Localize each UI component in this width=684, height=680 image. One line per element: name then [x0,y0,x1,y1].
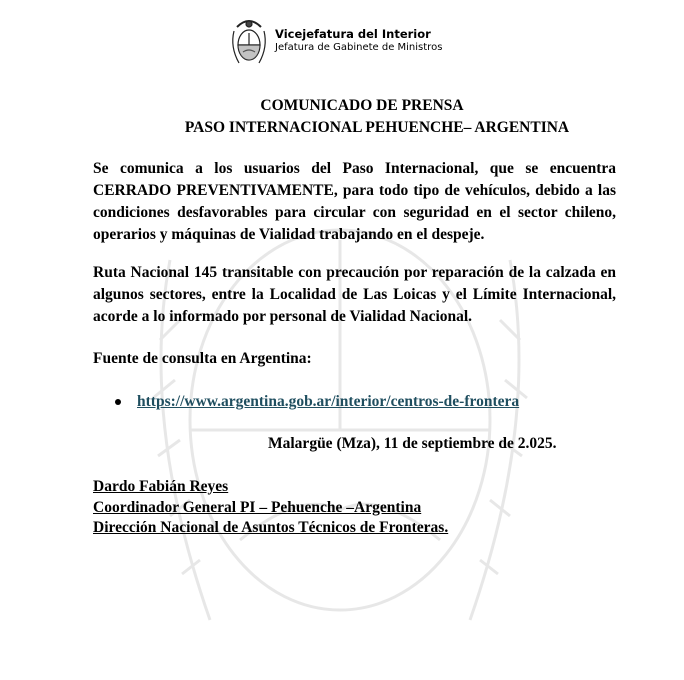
signature-office: Dirección Nacional de Asuntos Técnicos de Fronteras. [93,518,448,538]
letterhead-line1: Vicejefatura del Interior [275,28,442,41]
signature-role: Coordinador General PI – Pehuenche –Argentina [93,498,421,518]
signature-name: Dardo Fabián Reyes [93,477,228,497]
letterhead-line2: Jefatura de Gabinete de Ministros [275,41,442,54]
document-title: COMUNICADO DE PRENSA [20,97,684,115]
argentina-coat-of-arms-icon [229,15,269,67]
bullet-icon [115,399,121,405]
source-label: Fuente de consulta en Argentina: [93,348,616,370]
source-list-item [115,393,519,411]
place-date: Malargüe (Mza), 11 de septiembre de 2.025. [268,435,557,453]
source-link[interactable]: https://www.argentina.gob.ar/interior/centros-de-frontera [137,393,519,411]
paragraph-closure-notice: Se comunica a los usuarios del Paso Internacional, que se encuentra CERRADO PREVENTIVAMENTE, para todo tipo de vehículos, debido a las condiciones desfavorables para circular con seguridad en el sector chileno, operarios y máquinas de Vialidad trabajando en el despeje. [93,158,616,246]
letterhead [229,15,442,67]
paragraph-route-status: Ruta Nacional 145 transitable con precaución por reparación de la calzada en algunos sectores, entre la Localidad de Las Loicas y el Límite Internacional, acorde a lo informado por personal de Vialidad Nacional. [93,262,616,328]
document-subtitle: PASO INTERNACIONAL PEHUENCHE– ARGENTINA [35,119,684,137]
